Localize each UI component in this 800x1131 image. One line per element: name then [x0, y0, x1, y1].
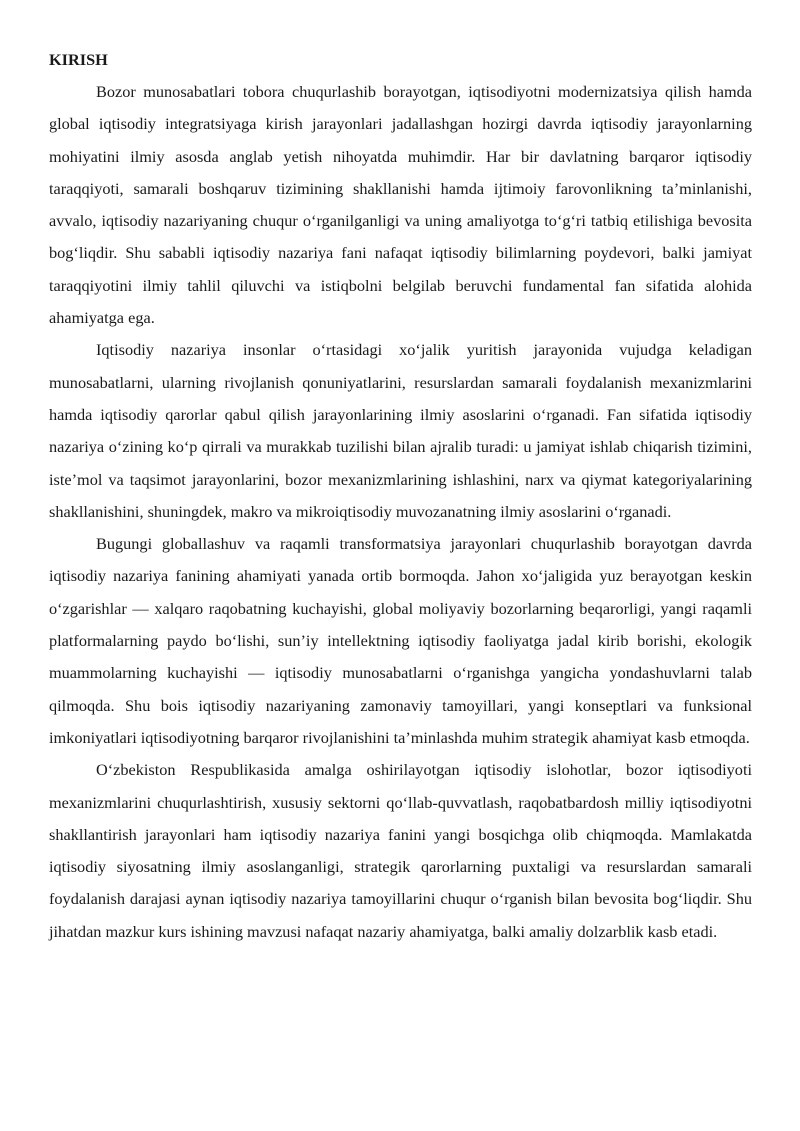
paragraph-1: Bozor munosabatlari tobora chuqurlashib borayotgan, iqtisodiyotni modernizatsiya qilish hamda global iqtisodiy integratsiyaga kirish jarayonlari jadallashgan hozirgi davrda iqtisodiy jarayonlarning mohiyatini ilmiy asosda anglab yetish nihoyatda muhimdir. Har bir davlatning barqaror iqtisodiy taraqqiyoti, samarali boshqaruv tizimining shakllanishi hamda ijtimoiy farovonlikning ta’minlanishi, avvalo, iqtisodiy nazariyaning chuqur o‘rganilganligi va uning amaliyotga to‘g‘ri tatbiq etilishiga bevosita bog‘liqdir. Shu sababli iqtisodiy nazariya fani nafaqat iqtisodiy bilimlarning poydevori, balki jamiyat taraqqiyotini ilmiy tahlil qiluvchi va istiqbolni belgilab beruvchi fundamental fan sifatida alohida ahamiyatga ega.	[49, 82, 752, 328]
paragraph-3: Bugungi globallashuv va raqamli transformatsiya jarayonlari chuqurlashib borayotgan davrda iqtisodiy nazariya fanining ahamiyati yanada ortib bormoqda. Jahon xo‘jaligida yuz berayotgan keskin o‘zgarishlar — xalqaro raqobatning kuchayishi, global moliyaviy bozorlarning beqarorligi, yangi raqamli platformalarning paydo bo‘lishi, sun’iy intellektning iqtisodiy faoliyatga jadal kirib borishi, ekologik muammolarning kuchayishi — iqtisodiy munosabatlarni o‘rganishga yangicha yondashuvlarni talab qilmoqda. Shu bois iqtisodiy nazariyaning zamonaviy tamoyillari, yangi konseptlari va funksional imkoniyatlari iqtisodiyotning barqaror rivojlanishini ta’minlashda muhim strategik ahamiyat kasb etmoqda.	[49, 534, 752, 747]
paragraph-2: Iqtisodiy nazariya insonlar o‘rtasidagi xo‘jalik yuritish jarayonida vujudga keladigan munosabatlarni, ularning rivojlanish qonuniyatlarini, resurslardan samarali foydalanish mexanizmlarini hamda iqtisodiy qarorlar qabul qilish jarayonlarining ilmiy asoslarini o‘rganadi. Fan sifatida iqtisodiy nazariya o‘zining ko‘p qirrali va murakkab tuzilishi bilan ajralib turadi: u jamiyat ishlab chiqarish tizimini, iste’mol va taqsimot jarayonlarini, bozor mexanizmlarining ishlashini, narx va qiymat kategoriyalarining shakllanishini, shuningdek, makro va mikroiqtisodiy muvozanatning ilmiy asoslarini o‘rganadi.	[49, 340, 752, 521]
section-heading: KIRISH	[49, 50, 108, 69]
paragraph-4: O‘zbekiston Respublikasida amalga oshirilayotgan iqtisodiy islohotlar, bozor iqtisodiyoti mexanizmlarini chuqurlashtirish, xususiy sektorni qo‘llab-quvvatlash, raqobatbardosh milliy iqtisodiyotni shakllantirish jarayonlari ham iqtisodiy nazariya fanini yangi bosqichga olib chiqmoqda. Mamlakatda iqtisodiy siyosatning ilmiy asoslanganligi, strategik qarorlarning puxtaligi va resurslardan samarali foydalanish darajasi aynan iqtisodiy nazariya tamoyillarini chuqur o‘rganish bilan bevosita bog‘liqdir. Shu jihatdan mazkur kurs ishining mavzusi nafaqat nazariy ahamiyatga, balki amaliy dolzarblik kasb etadi.	[49, 760, 752, 941]
document-page	[49, 50, 752, 948]
